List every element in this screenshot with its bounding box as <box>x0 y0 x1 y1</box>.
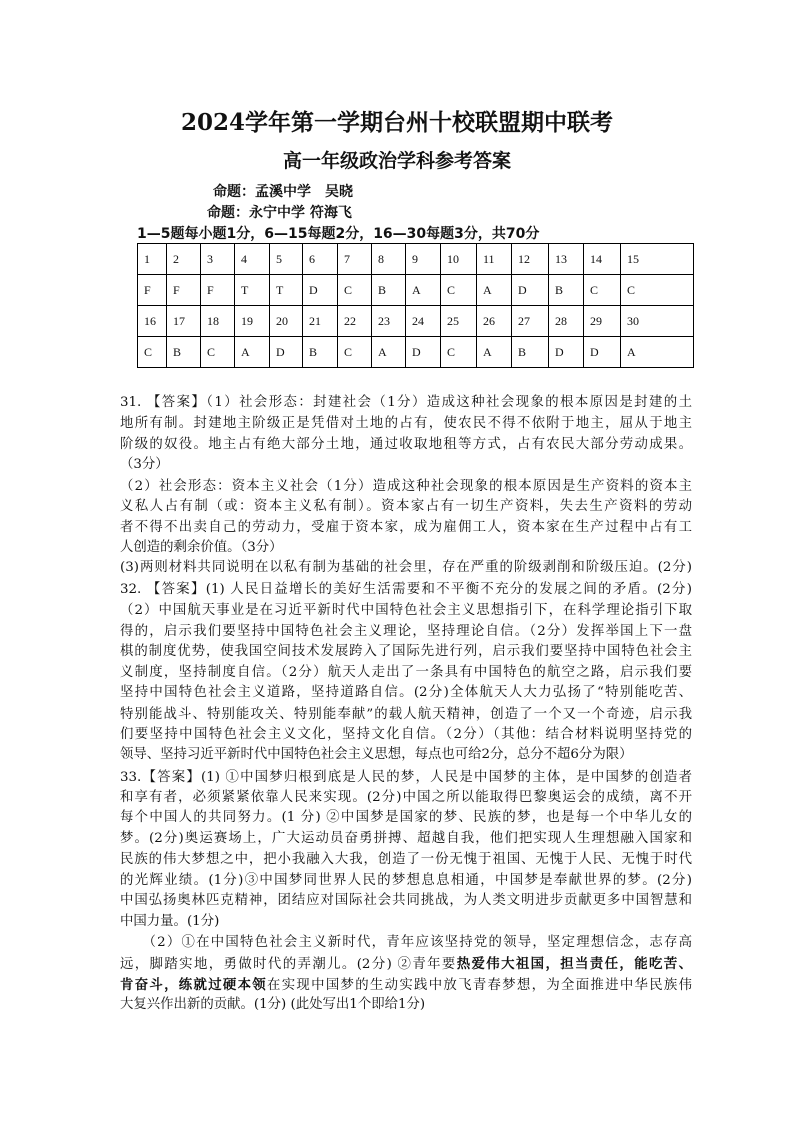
answer-cell: A <box>235 337 270 368</box>
answer-cell: A <box>406 275 441 306</box>
answer-cell: B <box>512 337 549 368</box>
author-line: 命题：孟溪中学 吴晓 <box>213 184 353 200</box>
answer-cell: C <box>138 337 167 368</box>
answer-text-line <box>120 663 692 683</box>
answer-cell: C <box>201 337 235 368</box>
answer-text-line <box>120 725 692 745</box>
bold-text: 热爱伟大祖国，担当责任，能吃苦、 <box>456 956 692 972</box>
answer-row <box>138 275 694 306</box>
question-number-cell: 30 <box>621 306 694 337</box>
text-segment: 者不得不出卖自己的劳动力，受雇于资本家，成为雇佣工人，资本家在生产过程中占有工 <box>120 520 692 535</box>
answer-cell: D <box>549 337 584 368</box>
text-segment: 每个中国人的共同努力。(1 分) ②中国梦是国家的梦、民族的梦，也是每一个中华儿女的 <box>120 810 692 825</box>
answer-text-line <box>120 995 692 1015</box>
question-number-cell: 18 <box>201 306 235 337</box>
text-segment: 和享有者，必须紧紧依靠人民来实现。(2分)中国之所以能取得巴黎奥运会的成绩，离不开 <box>120 790 692 805</box>
answer-cell: C <box>584 275 621 306</box>
question-number-row <box>138 306 694 337</box>
text-segment: 们要坚持中国特色社会主义文化，坚持文化自信。（2分）（其他：结合材料说明坚持党的 <box>120 727 692 742</box>
answer-cell: D <box>270 337 303 368</box>
question-number-cell: 10 <box>441 244 477 275</box>
text-segment: 棋的制度优势，使我国空间技术发展跨入了国际先进行列，启示我们要坚持中国特色社会主 <box>120 644 692 659</box>
text-segment: (3)两则材料共同说明在以私有制为基础的社会里，存在严重的阶级剥削和阶级压迫。(2分) <box>120 560 692 575</box>
question-number-cell: 17 <box>167 306 201 337</box>
question-number-cell: 11 <box>477 244 512 275</box>
question-number-cell: 14 <box>584 244 621 275</box>
author-line: 命题：永宁中学 符海飞 <box>207 205 352 221</box>
answer-cell: B <box>303 337 338 368</box>
answer-cell: D <box>512 275 549 306</box>
answer-text-line <box>120 518 692 538</box>
answer-text-line <box>120 705 692 725</box>
text-segment: 的光辉业绩。(1分)③中国梦同世界人民的梦想息息相通，中国梦是奉献世界的梦。(2分) <box>120 873 692 888</box>
answer-text-line <box>120 435 692 455</box>
answer-text-line <box>120 683 692 703</box>
answer-text-line <box>120 538 692 558</box>
answer-text-line <box>120 788 692 808</box>
question-number-cell: 8 <box>372 244 406 275</box>
answer-text-line <box>120 414 692 434</box>
answer-text-line <box>120 871 692 891</box>
text-segment: （2）中国航天事业是在习近平新时代中国特色社会主义思想指引下，在科学理论指引下取 <box>120 603 692 618</box>
text-segment: 远，脚踏实地，勇做时代的弄潮儿。(2分) ②青年要 <box>120 957 457 972</box>
answer-text-line <box>120 558 692 578</box>
question-number-cell: 3 <box>201 244 235 275</box>
question-number-cell: 6 <box>303 244 338 275</box>
question-number-cell: 25 <box>441 306 477 337</box>
bold-text: 肯奋斗，练就过硬本领 <box>120 977 268 993</box>
answer-cell: C <box>441 337 477 368</box>
answer-text-line <box>120 642 692 662</box>
answer-cell: F <box>138 275 167 306</box>
question-number-cell: 9 <box>406 244 441 275</box>
question-number-cell: 19 <box>235 306 270 337</box>
text-segment: （2）①在中国特色社会主义新时代，青年应该坚持党的领导，坚定理想信念，志存高 <box>120 935 692 950</box>
text-segment: 义私人占有制（或：资本主义私有制）。资本家占有一切生产资料，失去生产资料的劳动 <box>120 499 692 514</box>
answer-text-line <box>120 912 692 932</box>
question-number-cell: 4 <box>235 244 270 275</box>
text-segment: 坚持中国特色社会主义道路，坚持道路自信。(2分)全体航天人大力弘扬了“特别能吃苦、 <box>120 685 692 700</box>
text-segment: 义制度，坚持制度自信。（2分）航天人走出了一条具有中国特色的航空之路，启示我们要 <box>120 665 692 680</box>
answer-cell: D <box>303 275 338 306</box>
question-number-cell: 23 <box>372 306 406 337</box>
answer-cell: A <box>477 337 512 368</box>
question-number-cell: 24 <box>406 306 441 337</box>
answer-cell: B <box>372 275 406 306</box>
answer-cell: A <box>477 275 512 306</box>
answer-text-line <box>120 808 692 828</box>
scoring-note: 1—5题每小题1分，6—15每题2分，16—30每题3分，共70分 <box>137 226 540 242</box>
text-segment: 中国力量。(1分) <box>120 914 220 929</box>
text-segment: 阶级的奴役。地主占有绝大部分土地，通过收取地租等方式，占有农民大部分劳动成果。 <box>120 437 692 452</box>
text-segment: 地所有制。封建地主阶级正是凭借对土地的占有，使农民不得不依附于地主，屈从于地主 <box>120 416 692 431</box>
question-number-cell: 7 <box>338 244 372 275</box>
answer-text-line <box>120 891 692 911</box>
document-title: 2024学年第一学期台州十校联盟期中联考 <box>180 109 613 136</box>
question-number-cell: 12 <box>512 244 549 275</box>
question-number-cell: 5 <box>270 244 303 275</box>
answer-cell: A <box>621 337 694 368</box>
text-segment: 32. 【答案】(1) 人民日益增长的美好生活需要和不平衡不充分的发展之间的矛盾。(2分) <box>120 582 692 597</box>
answer-cell: B <box>167 337 201 368</box>
question-number-cell: 15 <box>621 244 694 275</box>
answer-cell: T <box>270 275 303 306</box>
question-number-cell: 1 <box>138 244 167 275</box>
text-segment: 领导、坚持习近平新时代中国特色社会主义思想，每点也可给2分，总分不超6分为限） <box>120 747 633 762</box>
text-segment: （2）社会形态：资本主义社会（1分）造成这种社会现象的根本原因是生产资料的资本主 <box>120 479 692 494</box>
question-number-row <box>138 244 694 275</box>
answer-text-line <box>120 933 692 953</box>
answer-text-line <box>120 768 692 788</box>
text-segment: （3分） <box>120 457 169 472</box>
text-segment: 人创造的剩余价值。（3分） <box>120 540 283 555</box>
document-subtitle: 高一年级政治学科参考答案 <box>282 150 511 172</box>
question-number-cell: 21 <box>303 306 338 337</box>
question-number-cell: 29 <box>584 306 621 337</box>
answer-text-line <box>120 393 692 413</box>
answer-cell: F <box>201 275 235 306</box>
answer-table <box>137 243 694 368</box>
answer-cell: C <box>338 275 372 306</box>
question-number-cell: 13 <box>549 244 584 275</box>
answer-text-line <box>120 497 692 517</box>
answer-cell: A <box>372 337 406 368</box>
text-segment: 中国弘扬奥林匹克精神，团结应对国际社会共同挑战，为人类文明进步贡献更多中国智慧和 <box>120 893 692 908</box>
answer-row <box>138 337 694 368</box>
text-segment: 梦。(2分)奥运赛场上，广大运动员奋勇拼搏、超越自我，他们把实现人生理想融入国家和 <box>120 831 692 846</box>
answer-cell: D <box>584 337 621 368</box>
text-segment: 在实现中国梦的生动实践中放飞青春梦想，为全面推进中华民族伟 <box>267 978 693 993</box>
answer-text-line <box>120 455 692 475</box>
text-segment: 特别能战斗、特别能攻关、特别能奉献”的载人航天精神，创造了一个又一个奇迹，启示我 <box>120 707 692 722</box>
answer-text-line <box>120 745 692 765</box>
question-number-cell: 27 <box>512 306 549 337</box>
text-segment: 大复兴作出新的贡献。(1分) (此处写出1个即给1分) <box>120 997 426 1012</box>
answer-cell: F <box>167 275 201 306</box>
answer-cell: T <box>235 275 270 306</box>
question-number-cell: 20 <box>270 306 303 337</box>
answer-text-line <box>120 954 692 975</box>
answer-text-line <box>120 829 692 849</box>
text-segment: 31. 【答案】（1）社会形态：封建社会（1分）造成这种社会现象的根本原因是封建的土 <box>120 395 692 410</box>
text-segment: 33.【答案】(1) ①中国梦归根到底是人民的梦，人民是中国梦的主体，是中国梦的创造者 <box>120 770 692 785</box>
answer-cell: C <box>441 275 477 306</box>
text-segment: 民族的伟大梦想之中，把小我融入大我，创造了一份无愧于祖国、无愧于人民、无愧于时代 <box>120 852 692 867</box>
answer-text-line <box>120 601 692 621</box>
answer-cell: C <box>621 275 694 306</box>
question-number-cell: 26 <box>477 306 512 337</box>
answer-text-line <box>120 622 692 642</box>
text-segment: 得的，启示我们要坚持中国特色社会主义理论，坚持理论自信。（2分）发挥举国上下一盘 <box>120 624 692 639</box>
answer-text-line <box>120 975 692 996</box>
answer-cell: B <box>549 275 584 306</box>
question-number-cell: 22 <box>338 306 372 337</box>
answer-text-line <box>120 477 692 497</box>
answer-text-line <box>120 580 692 600</box>
answer-text-line <box>120 850 692 870</box>
question-number-cell: 28 <box>549 306 584 337</box>
question-number-cell: 2 <box>167 244 201 275</box>
answer-cell: D <box>406 337 441 368</box>
answer-cell: C <box>338 337 372 368</box>
question-number-cell: 16 <box>138 306 167 337</box>
